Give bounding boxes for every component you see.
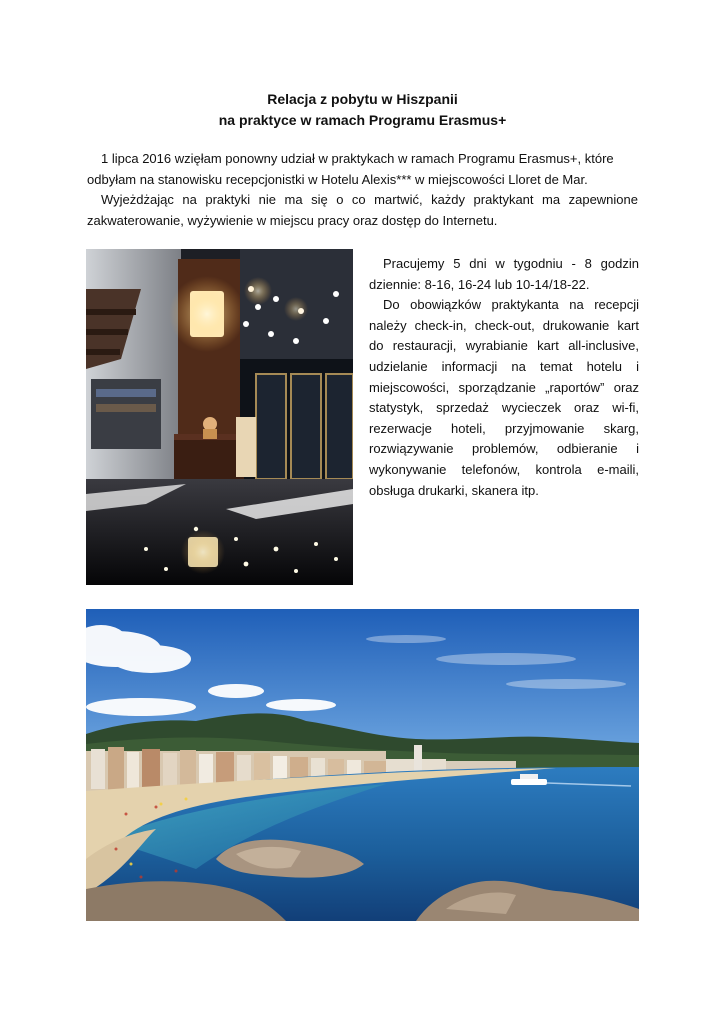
hotel-reception-photo bbox=[86, 249, 353, 585]
intro-paragraph-2: Wyjeżdżając na praktyki nie ma się o co martwić, każdy praktykant ma zapewnione zakwaterowanie, wyżywienie w miejscu pracy oraz dostęp do Internetu. bbox=[87, 192, 638, 228]
intro-p1-line-2: odbyłam na stanowisku recepcjonistki w Hotelu Alexis*** w miejscowości Lloret de Mar. bbox=[87, 172, 588, 187]
schedule-paragraph: Pracujemy 5 dni w tygodniu - 8 godzin dziennie: 8-16, 16-24 lub 10-14/18-22. bbox=[369, 256, 639, 292]
document-title bbox=[0, 89, 725, 131]
duties-paragraph: Do obowiązków praktykanta na recepcji należy check-in, check-out, drukowanie kart do restauracji, wyrabianie kart all-inclusive, udzielanie informacji na temat hotelu i miejscowości, sporządzanie „raportów” oraz statystyk, sprzedaż wycieczek oraz wi-fi, rezerwacje hoteli, przyjmowanie skarg, rozwiązywanie problemów, odbieranie i wykonywanie telefonów, kontrola e-maili, obsługa drukarki, skanera itp. bbox=[369, 297, 639, 498]
work-description bbox=[369, 254, 639, 501]
lloret-de-mar-beach-photo bbox=[86, 609, 639, 921]
intro-p1-line-1: 1 lipca 2016 wzięłam ponowny udział w praktykach w ramach Programu Erasmus+, które bbox=[101, 151, 614, 166]
title-line-1: Relacja z pobytu w Hiszpanii bbox=[267, 91, 458, 107]
intro-paragraph-1 bbox=[87, 148, 638, 190]
title-line-2: na praktyce w ramach Programu Erasmus+ bbox=[218, 112, 507, 128]
